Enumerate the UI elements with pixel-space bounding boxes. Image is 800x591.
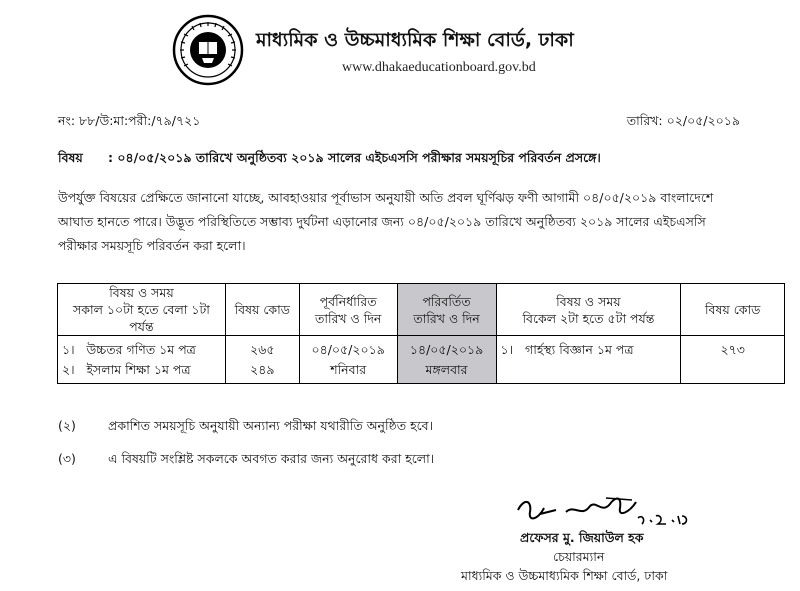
memo-number: নং: ৮৮/উ:মা:পরী:/৭৯/৭২১ [58, 113, 201, 128]
morning-subject-1: ১। উচ্চতর গণিত ১ম পত্র [62, 342, 196, 357]
signatory-role: চেয়ারম্যান [553, 549, 605, 564]
afternoon-subject-code: ২৭৩ [720, 342, 745, 357]
header-previous-date-line2: তারিখ ও দিন [314, 310, 382, 326]
header-previous-date-line1: পূর্বনির্ধারিত [319, 293, 377, 309]
changed-day: মঙ্গলবার [425, 361, 468, 377]
changed-date: ১৪/০৫/২০১৯ [409, 341, 484, 357]
note-text: এ বিষয়টি সংশ্লিষ্ট সকলকে অবগত করার জন্য অনুরোধ করা হলো। [108, 451, 435, 466]
note-number: (৩) [58, 451, 76, 466]
note-number: (২) [58, 418, 76, 433]
signatory-organization: মাধ্যমিক ও উচ্চমাধ্যমিক শিক্ষা বোর্ড, ঢাকা [461, 568, 668, 583]
schedule-table [57, 283, 785, 384]
table-row [58, 336, 785, 384]
subject-line [58, 150, 601, 170]
header-subject-code: বিষয় কোড [225, 284, 299, 336]
header-changed-date [397, 284, 496, 336]
afternoon-subject: ১। গার্হস্থ্য বিজ্ঞান ১ম পত্র [500, 342, 634, 357]
previous-date: ০৪/০৫/২০১৯ [311, 341, 385, 357]
header-changed-date-line2: তারিখ ও দিন [413, 310, 480, 326]
cell-changed-date [397, 336, 496, 384]
header-afternoon-subject-line1: বিষয় ও সময় [556, 293, 621, 309]
previous-day: শনিবার [330, 361, 367, 377]
header-morning-subject-line2: সকাল ১০টা হতে বেলা ১টা পর্যন্ত [72, 302, 210, 334]
cell-afternoon-subject [496, 336, 681, 384]
note-item [58, 418, 433, 438]
body-text [58, 186, 746, 258]
morning-subject-2: ২। ইসলাম শিক্ষা ১ম পত্র [62, 362, 191, 377]
header-afternoon-subject-line2: বিকেল ২টা হতে ৫টা পর্যন্ত [522, 310, 655, 326]
subject-code-1: ২৬৫ [250, 342, 275, 357]
header-afternoon-subject [496, 284, 681, 336]
cell-morning-subjects [58, 336, 226, 384]
header-morning-subject [58, 284, 226, 336]
header-subject-code-2: বিষয় কোড [681, 284, 785, 336]
body-paragraph: উপর্যুক্ত বিষয়ের প্রেক্ষিতে জানানো যাচ্ছে, আবহাওয়ার পূর্বাভাস অনুযায়ী অতি প্রবল ঘূর্ণিঝড় ফণী আগামী ০৪/০৫/২০১৯ বাংলাদেশে আঘাত হানতে পারে। উদ্ভূত পরিস্থিতিতে সম্ভাব্য দুর্ঘটনা এড়ানোর জন্য ০৪/০৫/২০১৯ তারিখে অনুষ্ঠিতব্য ২০১৯ সালের এইচএসসি পরীক্ষার সময়সূচি পরিবর্তন করা হলো। [58, 190, 714, 253]
board-title: মাধ্যমিক ও উচ্চমাধ্যমিক শিক্ষা বোর্ড, ঢাকা [256, 29, 574, 51]
board-website: www.dhakaeducationboard.gov.bd [342, 60, 536, 75]
header-morning-subject-line1: বিষয় ও সময় [109, 285, 174, 300]
signatory-name: প্রফেসর মু. জিয়াউল হক [520, 530, 644, 545]
note-text: প্রকাশিত সময়সূচি অনুযায়ী অন্যান্য পরীক্ষা যথারীতি অনুষ্ঠিত হবে। [108, 418, 434, 433]
subject-code-2: ২৪৯ [250, 362, 275, 377]
cell-afternoon-code [681, 336, 785, 384]
subject-text: : ০৪/০৫/২০১৯ তারিখে অনুষ্ঠিতব্য ২০১৯ সালের এইচএসসি পরীক্ষার সময়সূচির পরিবর্তন প্রসঙ্গে। [108, 150, 601, 165]
cell-subject-codes [225, 336, 299, 384]
header-changed-date-line1: পরিবর্তিত [422, 293, 471, 309]
subject-label: বিষয় [58, 150, 83, 165]
header-previous-date [299, 284, 397, 336]
cell-previous-date [299, 336, 397, 384]
note-item [58, 451, 434, 471]
memo-date: তারিখ: ০২/০৫/২০১৯ [626, 113, 740, 128]
board-seal-logo [172, 14, 244, 86]
table-header-row [58, 284, 785, 336]
